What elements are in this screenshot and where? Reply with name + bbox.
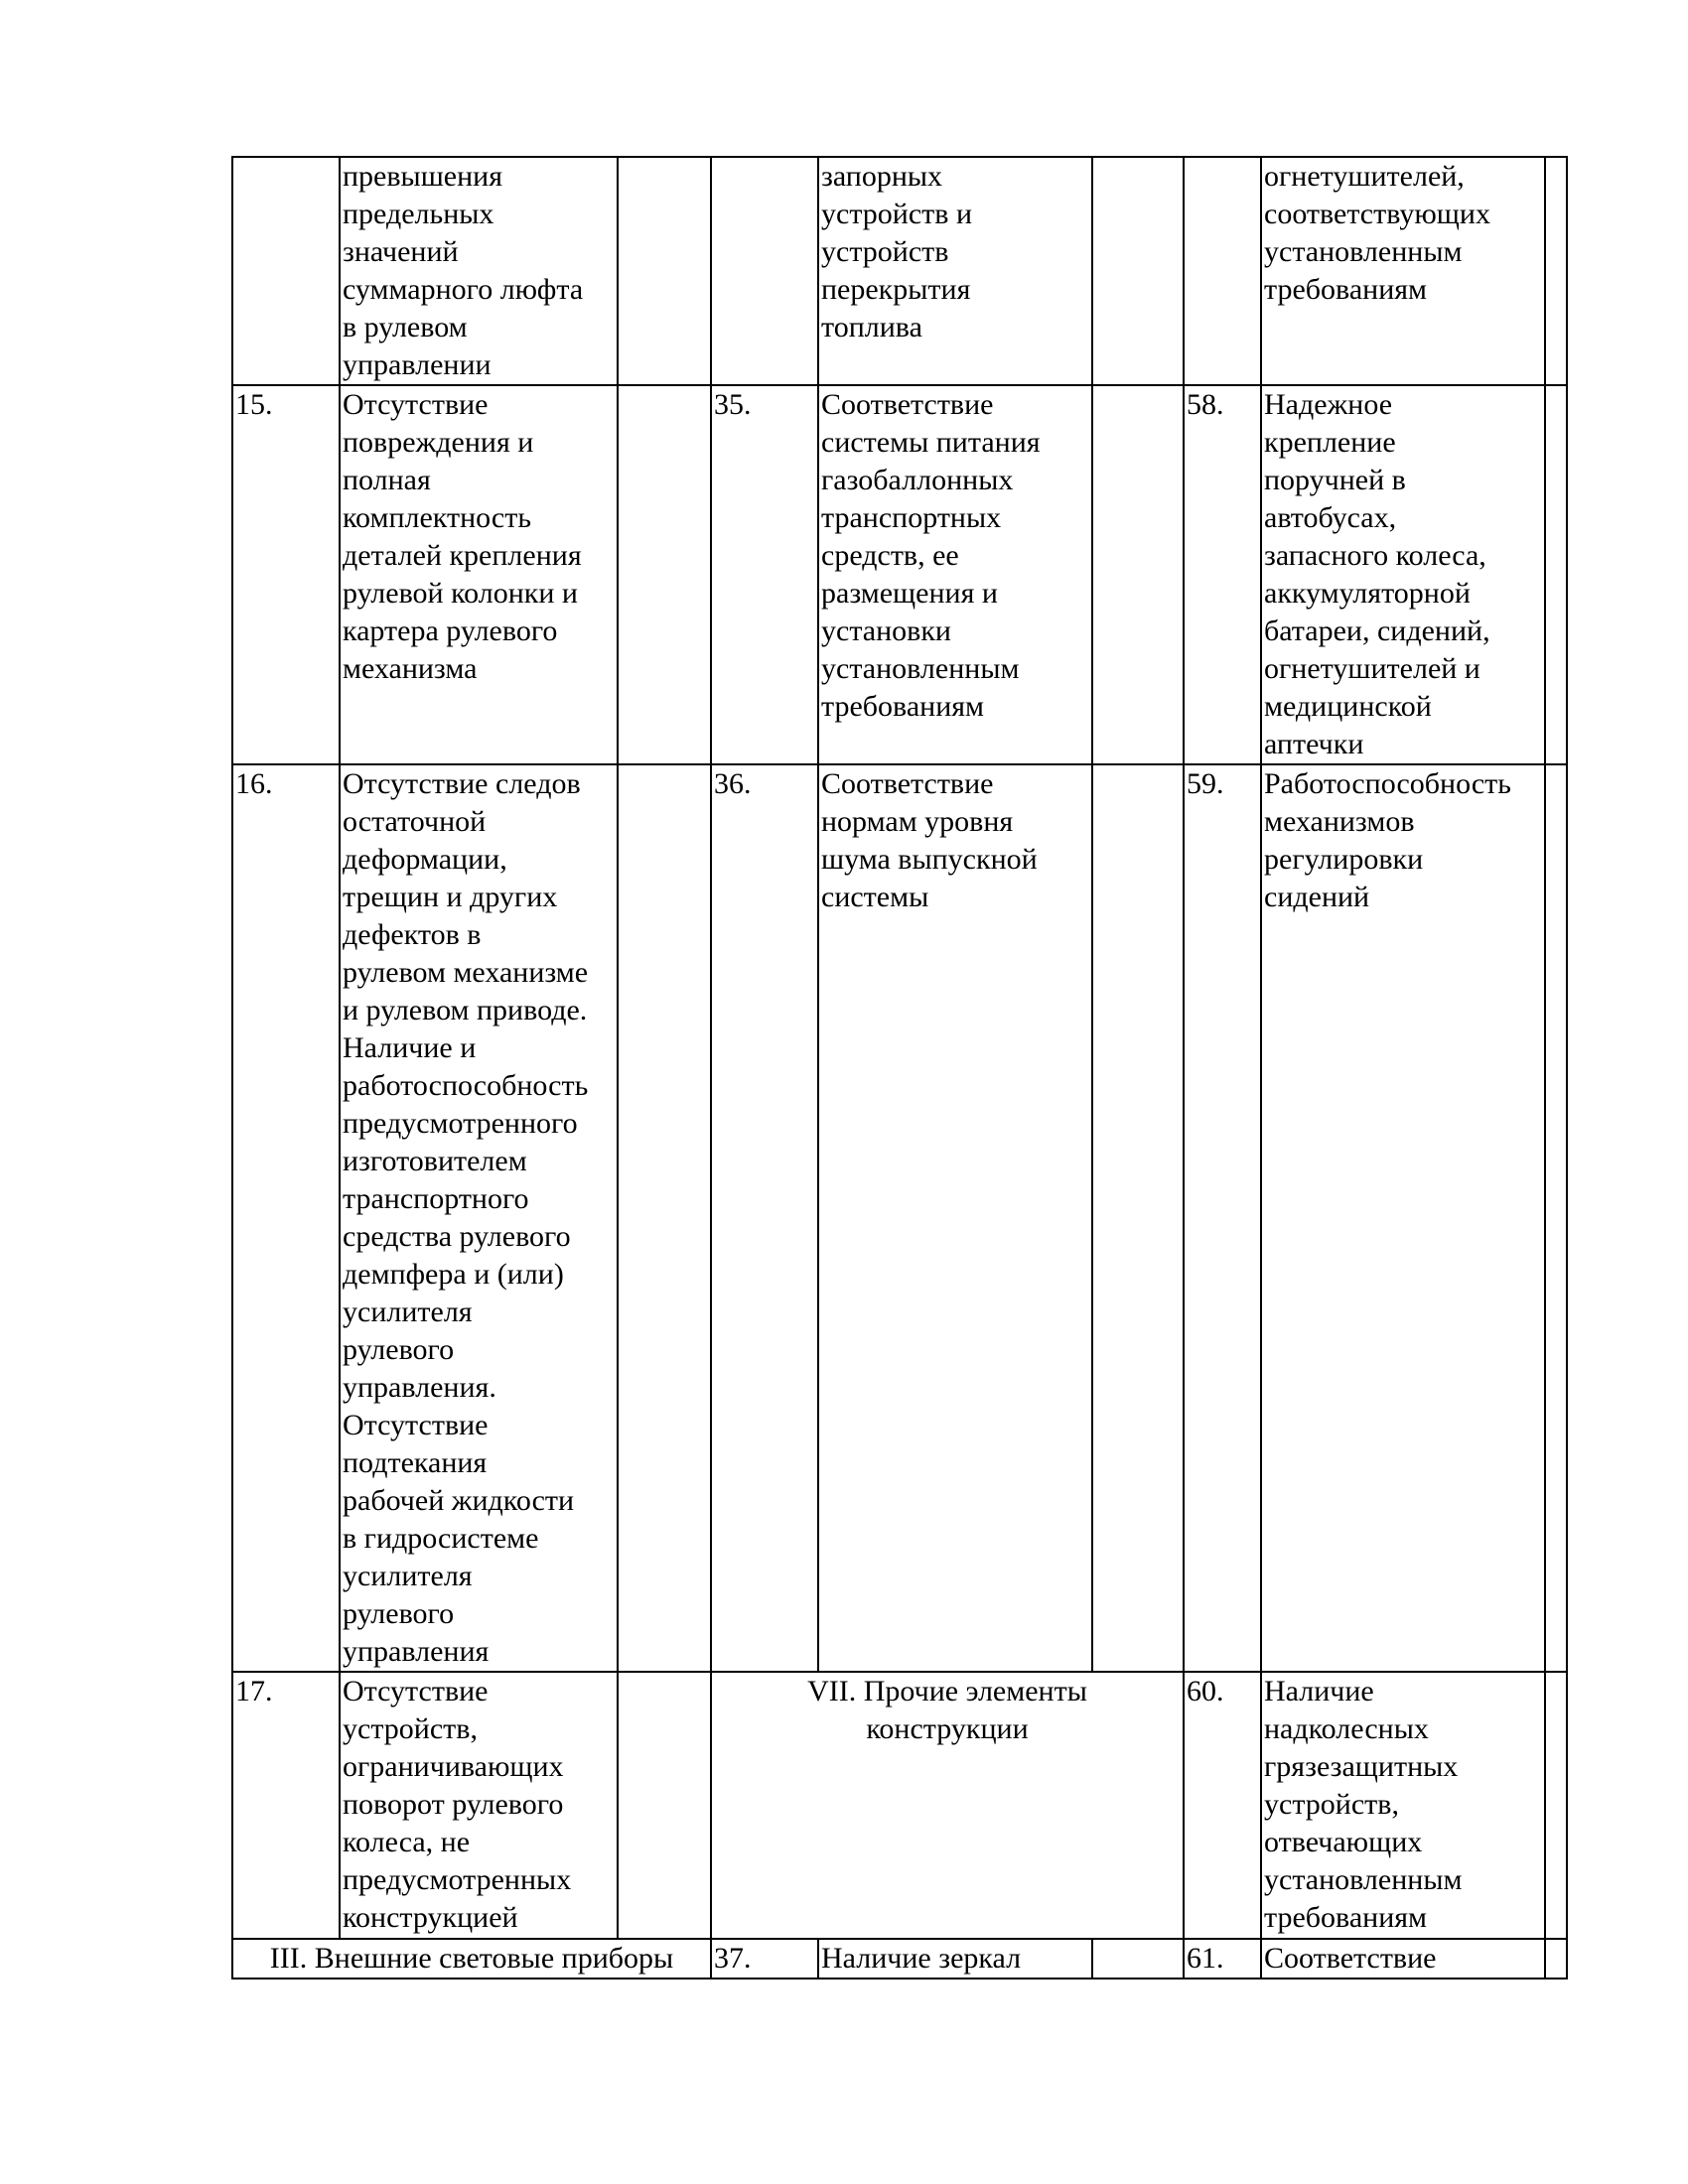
item-number: 35.: [711, 385, 818, 764]
mark-cell: [618, 157, 711, 385]
mark-cell: [1545, 764, 1567, 1672]
mark-cell: [618, 385, 711, 764]
item-number: 59.: [1184, 764, 1261, 1672]
section-heading: VII. Прочие элементы конструкции: [711, 1672, 1184, 1939]
item-number: 60.: [1184, 1672, 1261, 1939]
item-number: 58.: [1184, 385, 1261, 764]
table-row: [232, 764, 1567, 1672]
item-number: [232, 157, 340, 385]
item-number: 15.: [232, 385, 340, 764]
item-text: Соответствие системы питания газобаллонных транспортных средств, ее размещения и установки установленным требованиям: [818, 385, 1092, 764]
item-text: Соответствие нормам уровня шума выпускной системы: [818, 764, 1092, 1672]
item-text: Отсутствие устройств, ограничивающих поворот рулевого колеса, не предусмотренных конструкцией: [340, 1672, 618, 1939]
mark-cell: [1545, 385, 1567, 764]
inspection-checklist-table: [231, 156, 1568, 1979]
item-number: 17.: [232, 1672, 340, 1939]
mark-cell: [1545, 1939, 1567, 1979]
item-number: [711, 157, 818, 385]
mark-cell: [618, 1672, 711, 1939]
mark-cell: [1545, 157, 1567, 385]
table-row: [232, 1939, 1567, 1979]
item-number: [1184, 157, 1261, 385]
mark-cell: [1092, 764, 1184, 1672]
item-text: превышения предельных значений суммарного люфта в рулевом управлении: [340, 157, 618, 385]
item-text: Работоспособность механизмов регулировки сидений: [1261, 764, 1545, 1672]
table-row: [232, 385, 1567, 764]
item-text: огнетушителей, соответствующих установленным требованиям: [1261, 157, 1545, 385]
item-number: 37.: [711, 1939, 818, 1979]
item-number: 16.: [232, 764, 340, 1672]
mark-cell: [1092, 157, 1184, 385]
mark-cell: [1092, 1939, 1184, 1979]
item-number: 36.: [711, 764, 818, 1672]
section-heading: III. Внешние световые приборы: [232, 1939, 711, 1979]
item-text: Наличие зеркал: [818, 1939, 1092, 1979]
item-text: Отсутствие следов остаточной деформации, трещин и других дефектов в рулевом механизме и рулевом приводе. Наличие и работоспособность предусмотренного изготовителем транспортного средства рулевого демпфера и (или) усилителя рулевого управления. Отсутствие подтекания рабочей жидкости в гидросистеме усилителя рулевого управления: [340, 764, 618, 1672]
item-text: Надежное крепление поручней в автобусах, запасного колеса, аккумуляторной батареи, сидений, огнетушителей и медицинской аптечки: [1261, 385, 1545, 764]
item-text: Соответствие: [1261, 1939, 1545, 1979]
item-number: 61.: [1184, 1939, 1261, 1979]
item-text: Наличие надколесных грязезащитных устройств, отвечающих установленным требованиям: [1261, 1672, 1545, 1939]
mark-cell: [1545, 1672, 1567, 1939]
mark-cell: [618, 764, 711, 1672]
item-text: запорных устройств и устройств перекрытия топлива: [818, 157, 1092, 385]
mark-cell: [1092, 385, 1184, 764]
table-row: [232, 157, 1567, 385]
item-text: Отсутствие повреждения и полная комплектность деталей крепления рулевой колонки и картера рулевого механизма: [340, 385, 618, 764]
table-row: [232, 1672, 1567, 1939]
